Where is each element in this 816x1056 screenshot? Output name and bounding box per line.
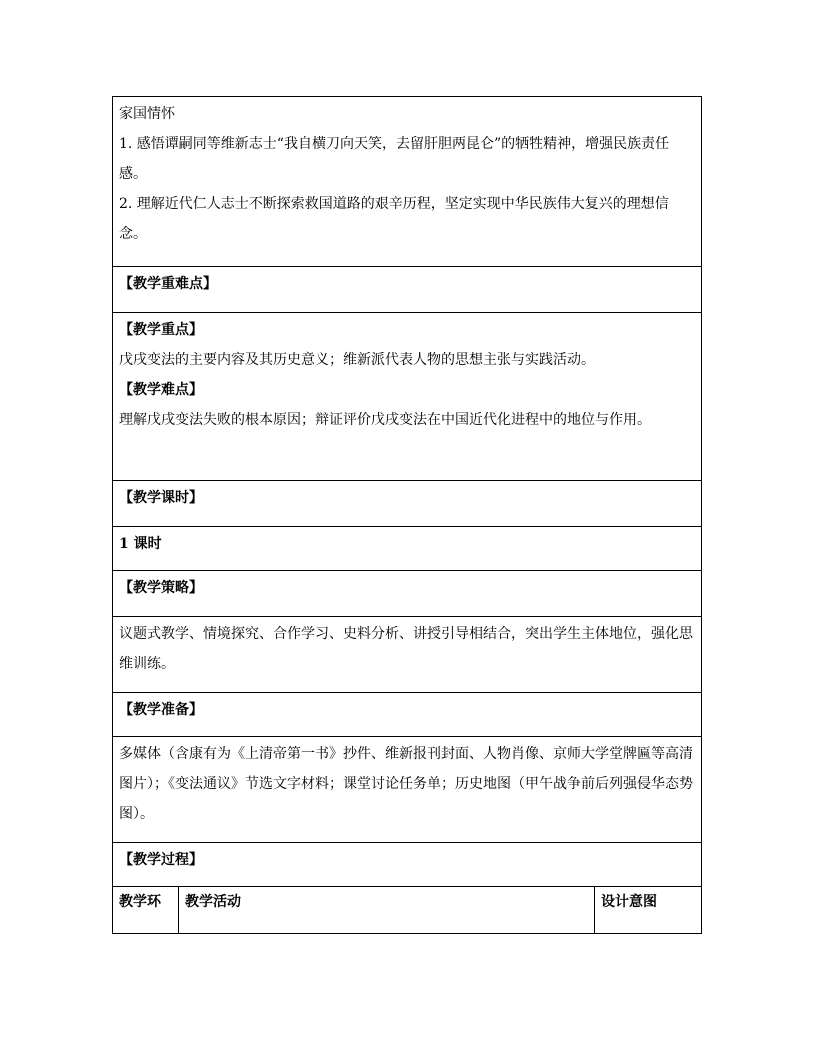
key-difficult-header bbox=[113, 267, 701, 313]
patriotism-item-2: 2. 理解近代仁人志士不断探索救国道路的艰辛历程，坚定实现中华民族伟大复兴的理想信念。 bbox=[119, 196, 669, 242]
key-points-heading: 【教学重点】 bbox=[119, 322, 203, 338]
process-table-header bbox=[113, 887, 701, 933]
prep-text: 多媒体（含康有为《上清帝第一书》抄件、维新报刊封面、人物肖像、京师大学堂牌匾等高清图片）；《变法通议》节选文字材料；课堂讨论任务单；历史地图（甲午战争前后列强侵华态势图）。 bbox=[119, 746, 693, 822]
key-points-section bbox=[113, 313, 701, 481]
key-points-text: 戊戌变法的主要内容及其历史意义；维新派代表人物的思想主张与实践活动。 bbox=[119, 352, 595, 368]
difficult-points-heading: 【教学难点】 bbox=[119, 382, 203, 398]
lesson-plan-table bbox=[112, 96, 702, 934]
difficult-points-text: 理解戊戌变法失败的根本原因；辩证评价戊戌变法在中国近代化进程中的地位与作用。 bbox=[119, 412, 651, 428]
process-col-intent: 设计意图 bbox=[601, 894, 657, 910]
process-col-stage: 教学环 bbox=[113, 887, 179, 933]
process-col-activity: 教学活动 bbox=[179, 887, 595, 933]
strategy-header bbox=[113, 571, 701, 617]
prep-section bbox=[113, 737, 701, 843]
strategy-section bbox=[113, 617, 701, 693]
strategy-text: 议题式教学、情境探究、合作学习、史料分析、讲授引导相结合，突出学生主体地位，强化思维训练。 bbox=[119, 626, 693, 672]
prep-header bbox=[113, 693, 701, 737]
patriotism-heading: 家国情怀 bbox=[119, 106, 175, 122]
process-heading: 【教学过程】 bbox=[119, 852, 203, 868]
hours-heading: 【教学课时】 bbox=[119, 490, 203, 506]
hours-value-row bbox=[113, 527, 701, 571]
process-header bbox=[113, 843, 701, 887]
hours-value: 1 课时 bbox=[119, 536, 162, 552]
patriotism-item-1: 1. 感悟谭嗣同等维新志士“我自横刀向天笑，去留肝胆两昆仑”的牺牲精神，增强民族责任感。 bbox=[119, 136, 670, 182]
patriotism-section bbox=[113, 97, 701, 267]
prep-heading: 【教学准备】 bbox=[119, 702, 203, 718]
key-difficult-heading: 【教学重难点】 bbox=[119, 276, 217, 292]
strategy-heading: 【教学策略】 bbox=[119, 580, 203, 596]
hours-header bbox=[113, 481, 701, 527]
